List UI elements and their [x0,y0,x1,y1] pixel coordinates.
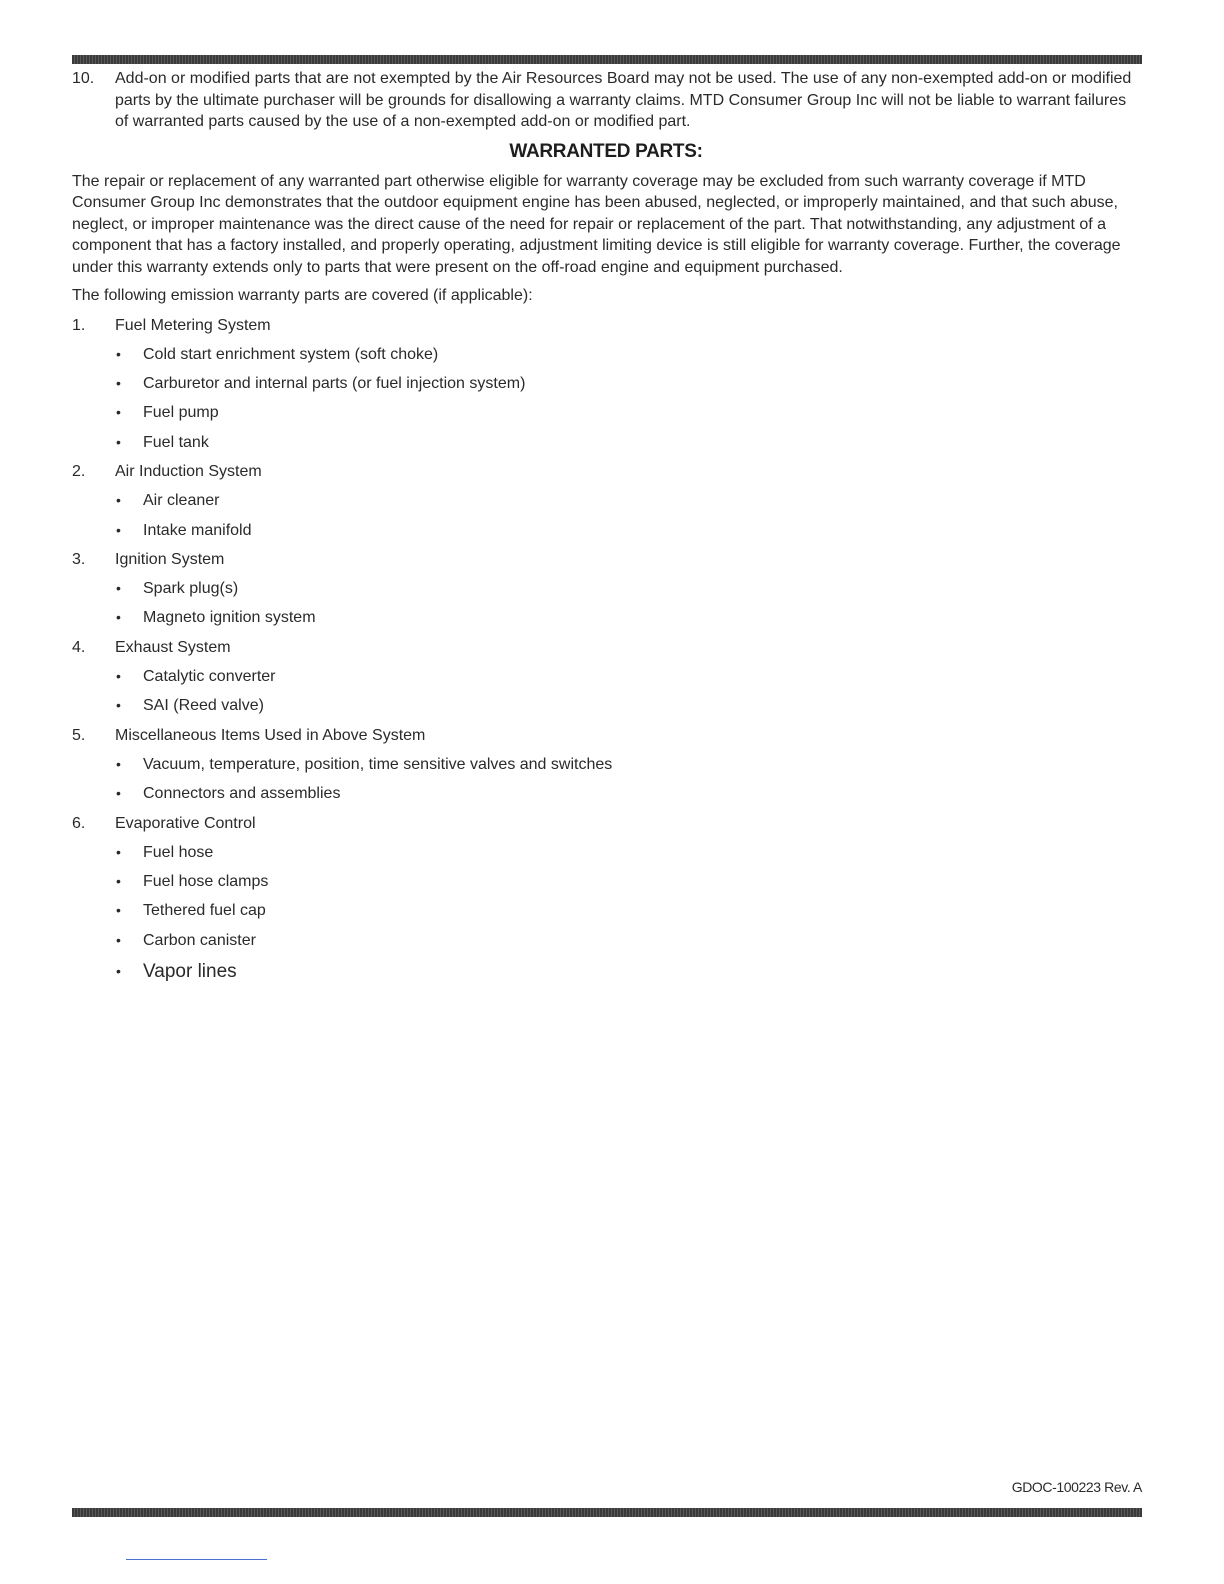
part-item [72,373,1140,402]
system-name: Fuel Metering System [115,316,271,334]
section-heading: WARRANTED PARTS: [509,140,703,162]
bullet-icon: • [116,609,121,626]
part-name: Carbon canister [143,931,256,949]
part-name: Catalytic converter [143,668,276,686]
bullet-icon: • [116,931,121,948]
system-name: Miscellaneous Items Used in Above System [115,726,426,744]
system-item [72,725,1140,754]
part-item [72,578,1140,607]
part-item [72,842,1140,871]
system-name: Evaporative Control [115,814,256,832]
system-name: Ignition System [115,550,225,568]
document-code: GDOC-100223 Rev. A [1011,1479,1142,1495]
warranted-parts-list [72,315,1140,991]
system-number: 3. [72,550,86,568]
part-item [72,607,1140,636]
part-name: Magneto ignition system [143,609,316,627]
system-number: 4. [72,638,86,656]
bullet-icon: • [116,492,121,509]
system-item [72,637,1140,666]
system-number: 2. [72,462,86,480]
bullet-icon: • [116,873,121,890]
list-item-10 [72,68,1140,133]
part-name: Spark plug(s) [143,580,239,598]
system-name: Air Induction System [115,462,262,480]
list-item-text: Add-on or modified parts that are not exempted by the Air Resources Board may not be used. The use of any non-exempted add-on or modified parts by the ultimate purchaser will be grounds for disallowing a warranty claims. MTD Consumer Group Inc will not be liable to warrant failures of warranted parts caused by the use of a non-exempted add-on or modified part. [115,70,1132,130]
bullet-icon: • [116,521,121,538]
part-name: Connectors and assemblies [143,785,341,803]
part-name: Fuel tank [143,433,209,451]
part-name: Vapor lines [143,961,237,983]
part-name: Intake manifold [143,521,252,539]
part-item [72,959,1140,990]
part-item [72,344,1140,373]
system-item [72,813,1140,842]
bullet-icon: • [116,902,121,919]
bullet-icon: • [116,580,121,597]
part-name: Fuel hose [143,843,214,861]
part-item [72,432,1140,461]
top-divider-bar [72,55,1142,64]
bullet-icon: • [116,843,121,860]
system-item [72,549,1140,578]
bullet-icon: • [116,433,121,450]
bullet-icon: • [116,668,121,685]
bottom-divider-bar [72,1508,1142,1517]
part-item [72,520,1140,549]
bullet-icon: • [116,755,121,772]
part-name: Fuel hose clamps [143,873,269,891]
part-item [72,666,1140,695]
bullet-icon: • [116,345,121,362]
system-number: 6. [72,814,86,832]
system-number: 1. [72,316,86,334]
part-item [72,930,1140,959]
part-name: SAI (Reed valve) [143,697,264,715]
part-name: Air cleaner [143,492,220,510]
part-name: Tethered fuel cap [143,902,266,920]
part-name: Cold start enrichment system (soft choke) [143,345,439,363]
system-item [72,315,1140,344]
list-item-number: 10. [72,70,95,87]
document-body [72,68,1140,990]
link-underline [126,1559,267,1560]
part-item [72,754,1140,783]
part-name: Fuel pump [143,404,219,422]
bullet-icon: • [116,375,121,392]
covered-parts-intro: The following emission warranty parts are covered (if applicable): [72,287,533,304]
part-name: Vacuum, temperature, position, time sensitive valves and switches [143,755,613,773]
bullet-icon: • [116,785,121,802]
system-item [72,461,1140,490]
part-item [72,490,1140,519]
part-item [72,871,1140,900]
bullet-icon: • [116,697,121,714]
exclusion-paragraph: The repair or replacement of any warranted part otherwise eligible for warranty coverage may be excluded from such warranty coverage if MTD Consumer Group Inc demonstrates that the outdoor equipment engine has been abused, neglected, or improperly maintained, and that such abuse, neglect, or improper maintenance was the direct cause of the need for repair or replacement of the part. That notwithstanding, any adjustment of a component that has a factory installed, and properly operating, adjustment limiting device is still eligible for warranty coverage. Further, the coverage under this warranty extends only to parts that were present on the off-road engine and equipment purchased. [72,172,1121,276]
system-name: Exhaust System [115,638,231,656]
bullet-icon: • [116,963,121,980]
part-item [72,900,1140,929]
part-item [72,695,1140,724]
part-item [72,402,1140,431]
part-name: Carburetor and internal parts (or fuel injection system) [143,375,526,393]
part-item [72,783,1140,812]
system-number: 5. [72,726,86,744]
bullet-icon: • [116,404,121,421]
